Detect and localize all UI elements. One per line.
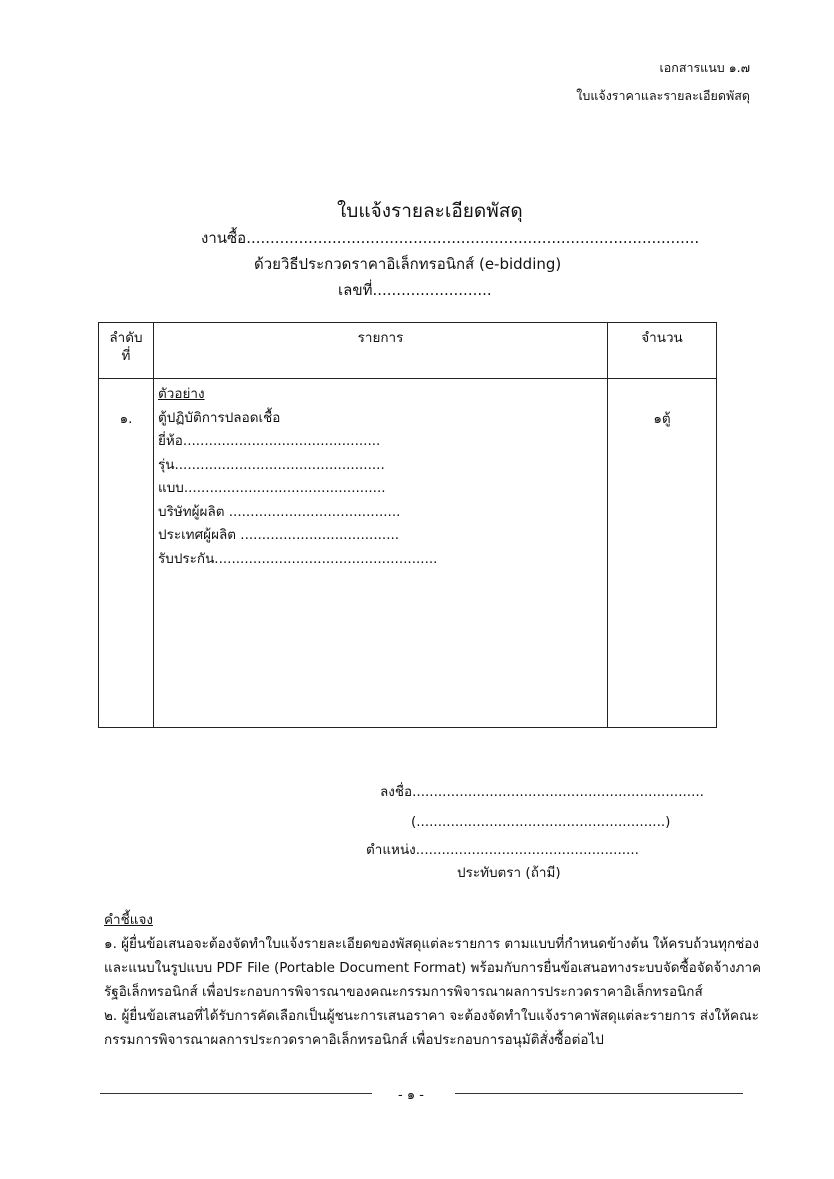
type-field: แบบ...............................................: [158, 480, 386, 496]
signature-line: ลงชื่อ....................................................................: [380, 784, 704, 800]
row-number: ๑.: [99, 379, 154, 728]
header-no: ลำดับ ที่: [99, 323, 154, 379]
attachment-number: เอกสารแนบ ๑.๗: [659, 60, 750, 75]
item-name: ตู้ปฏิบัติการปลอดเชื้อ: [158, 409, 281, 426]
warranty-field: รับประกัน....................................................: [158, 550, 438, 567]
note-item-2: ๒. ผู้ยื่นข้อเสนอที่ได้รับการคัดเลือกเป็นผู้ชนะการเสนอราคา จะต้องจัดทำใบแจ้งราคาพัสดุแต่ละรายการ ส่งให้คณะกรรมการพิจารณาผลการประกวดราคาอิเล็กทรอนิกส์ เพื่อประกอบการอนุมัติสั่งซื้อต่อไป: [104, 1008, 759, 1048]
procurement-method: ด้วยวิธีประกวดราคาอิเล็กทรอนิกส์ (e-bidding): [254, 255, 562, 273]
example-label: ตัวอย่าง: [158, 386, 205, 402]
footer-rule-left: [100, 1093, 372, 1094]
attachment-title: ใบแจ้งราคาและรายละเอียดพัสดุ: [576, 88, 750, 103]
header-item: รายการ: [154, 323, 608, 379]
row-description: [154, 379, 608, 728]
document-title: ใบแจ้งรายละเอียดพัสดุ: [337, 200, 523, 222]
seal-note: ประทับตรา (ถ้ามี): [457, 865, 561, 881]
model-field: รุ่น.................................................: [158, 456, 385, 473]
footer-rule-right: [455, 1093, 743, 1094]
note-item-1: ๑. ผู้ยื่นข้อเสนอจะต้องจัดทำใบแจ้งรายละเอียดของพัสดุแต่ละรายการ ตามแบบที่กำหนดข้างต้น ให้ครบถ้วนทุกช่อง และแนบในรูปแบบ PDF File (Portable Document Format) พร้อมกับการยื่นข้อเสนอทางระบบจัดซื้อจัดจ้างภาครัฐอิเล็กทรอนิกส์ เพื่อประกอบการพิจารณาของคณะกรรมการพิจารณาผลการประกวดราคาอิเล็กทรอนิกส์: [104, 936, 762, 1000]
manufacturer-field: บริษัทผู้ผลิต ........................................: [158, 503, 401, 520]
header-qty: จำนวน: [608, 323, 717, 379]
items-table: [98, 322, 717, 728]
signer-name-line: (..........................................................): [411, 814, 671, 830]
country-field: ประเทศผู้ผลิต .....................................: [158, 527, 400, 543]
project-line: งานซื้อ...............................................................................................: [201, 229, 700, 247]
document-number: เลขที่.........................: [338, 281, 492, 299]
position-line: ตำแหน่ง....................................................: [366, 842, 639, 858]
page-number: - ๑ -: [398, 1088, 424, 1103]
row-quantity: ๑ตู้: [608, 379, 717, 728]
notes-heading: คำชี้แจง: [104, 912, 153, 928]
table-row: [99, 379, 717, 728]
table-header-row: [99, 323, 717, 379]
brand-field: ยี่ห้อ..............................................: [158, 433, 381, 449]
